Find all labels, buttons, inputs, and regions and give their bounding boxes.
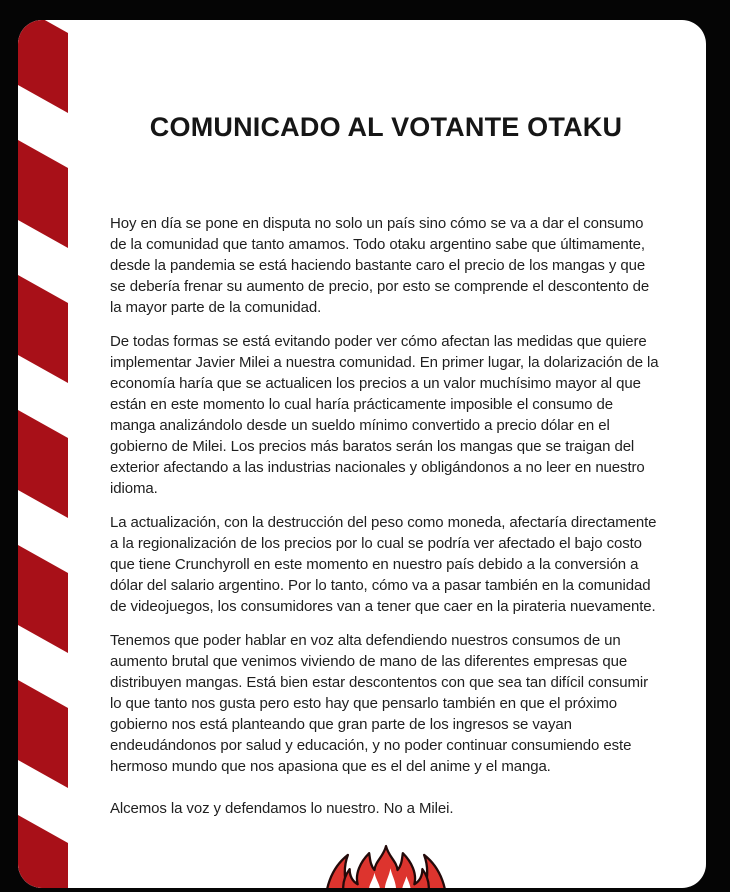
paragraph: De todas formas se está evitando poder ver cómo afectan las medidas que quiere implementar Javier Milei a nuestra comunidad. En primer lugar, la dolarización de la economía haría que se actualicen los precios a un valor muchísimo mayor al que están en este momento lo cual haría prácticamente imposible el consumo de manga analizándolo desde un sueldo mínimo convertido a precio dólar en el gobierno de Milei. Los precios más baratos serán los mangas que se traigan del exterior afectando a las industrias nacionales y obligándonos a no leer en nuestro idioma. xyxy=(110,333,659,497)
document-title: COMUNICADO AL VOTANTE OTAKU xyxy=(149,112,623,142)
hazard-stripe-band xyxy=(18,20,68,888)
closing-line: Alcemos la voz y defendamos lo nuestro. No a Milei. xyxy=(110,800,454,817)
document-content xyxy=(68,112,706,888)
document-page xyxy=(18,20,706,888)
paragraph: La actualización, con la destrucción del peso como moneda, afectaría directamente a la regionalización de los precios por lo cual se podría ver afectado el bajo costo que tiene Crunchyroll en este momento en nuestro país debido a la conversión a dólar del salario argentino. Por lo tanto, cómo va a pasar también en la comunidad de videojuegos, los consumidores van a tener que caer en la pirateria nuevamente. xyxy=(110,514,657,615)
paragraph: Tenemos que poder hablar en voz alta defendiendo nuestros consumos de un aumento brutal que venimos viviendo de mano de las diferentes empresas que distribuyen mangas. Está bien estar descontentos con que sea tan difícil consumir lo que tanto nos gusta pero esto hay que pensarlo también en que el próximo gobierno nos está planteando que gran parte de los ingresos se vayan endeudándonos por salud y educación, y no poder continuar consumiendo este hermoso mundo que nos apasiona que es el del anime y el manga. xyxy=(110,632,649,775)
paragraph: Hoy en día se pone en disputa no solo un país sino cómo se va a dar el consumo de la comunidad que tanto amamos. Todo otaku argentino sabe que últimamente, desde la pandemia se está haciendo bastante caro el precio de los mangas y que se debería frenar su aumento de precio, por esto se comprende el descontento de la mayor parte de la comunidad. xyxy=(110,215,650,316)
flame-skull-logo-icon xyxy=(315,839,457,888)
document-body xyxy=(110,213,662,819)
logo-container xyxy=(312,839,460,888)
